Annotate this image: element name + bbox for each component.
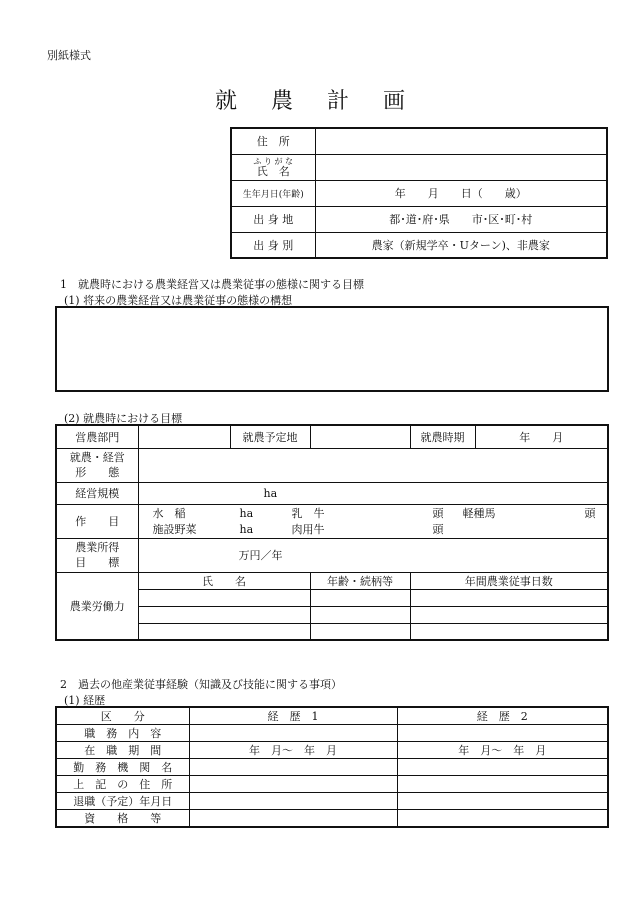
labor-age-field[interactable] — [310, 623, 410, 640]
career2-qualification-field[interactable] — [397, 810, 608, 828]
crop-field[interactable] — [138, 504, 608, 538]
crop-name: 施設野菜 — [152, 523, 197, 536]
period-label: 就農時期 — [410, 425, 475, 448]
labor-row — [56, 606, 608, 623]
address-field[interactable] — [315, 128, 607, 154]
career1-period-field[interactable]: 年 月～ 年 月 — [189, 742, 397, 759]
section2-sub1: (1) 経歴 — [64, 694, 106, 707]
birth-field[interactable]: 年 月 日（ 歳） — [315, 180, 607, 206]
dept-field[interactable] — [138, 425, 230, 448]
career2-employer-field[interactable] — [397, 759, 608, 776]
crop-unit — [533, 521, 599, 537]
labor-header-days: 年間農業従事日数 — [410, 572, 608, 589]
section1-heading: 1 就農時における農業経営又は農業従事の態様に関する目標 — [60, 278, 364, 291]
location-field[interactable] — [310, 425, 410, 448]
labor-name-field[interactable] — [138, 606, 310, 623]
address-label: 住 所 — [231, 128, 315, 154]
crop-unit: 頭 — [432, 507, 444, 520]
origin-label: 出 身 地 — [231, 206, 315, 232]
section1-sub1: (1) 将来の農業経営又は農業従事の態様の構想 — [64, 294, 293, 307]
page-title: 就農計画 — [215, 89, 440, 114]
crop-label: 作 目 — [56, 504, 138, 538]
scale-field[interactable]: ha — [138, 482, 608, 504]
career1-address-field[interactable] — [189, 776, 397, 793]
labor-days-field[interactable] — [410, 623, 608, 640]
section2-heading: 2 過去の他産業従事経験（知識及び技能に関する事項） — [60, 678, 342, 691]
name-field[interactable] — [315, 154, 607, 180]
labor-days-field[interactable] — [410, 589, 608, 606]
style-field[interactable] — [138, 448, 608, 482]
career-row-label: 勤 務 機 関 名 — [56, 759, 189, 776]
labor-name-field[interactable] — [138, 623, 310, 640]
goals-table — [55, 424, 609, 641]
crop-unit: 頭 — [432, 523, 444, 536]
origin-type-field[interactable]: 農家（新規学卒・Uターン)、非農家 — [315, 232, 607, 258]
income-label-line2: 目 標 — [75, 556, 120, 569]
labor-header-name: 氏 名 — [138, 572, 310, 589]
name-label: 氏 名 — [256, 165, 290, 178]
birth-label: 生年月日(年齢) — [231, 180, 315, 206]
career-header-2: 経 歴 2 — [397, 707, 608, 725]
crop-name: 乳 牛 — [291, 507, 325, 520]
crop-grid — [139, 505, 599, 537]
labor-row — [56, 589, 608, 606]
income-label-line1: 農業所得 — [75, 541, 120, 554]
career-table — [55, 706, 609, 828]
crop-name: 軽種馬 — [462, 507, 496, 520]
career1-retire-field[interactable] — [189, 793, 397, 810]
income-field[interactable]: 万円／年 — [138, 538, 608, 572]
period-field[interactable]: 年 月 — [475, 425, 608, 448]
crop-name: 肉用牛 — [291, 523, 325, 536]
career-row-label: 職 務 内 容 — [56, 725, 189, 742]
labor-days-field[interactable] — [410, 606, 608, 623]
dept-label: 営農部門 — [56, 425, 138, 448]
origin-type-label: 出 身 別 — [231, 232, 315, 258]
career2-period-field[interactable]: 年 月～ 年 月 — [397, 742, 608, 759]
crop-row — [139, 521, 599, 537]
location-label: 就農予定地 — [230, 425, 310, 448]
career-row-label: 在 職 期 間 — [56, 742, 189, 759]
scale-label: 経営規模 — [56, 482, 138, 504]
style-label-line2: 形 態 — [75, 466, 120, 479]
career2-duties-field[interactable] — [397, 725, 608, 742]
career-row-label: 退職（予定）年月日 — [56, 793, 189, 810]
labor-age-field[interactable] — [310, 589, 410, 606]
section1-sub2: (2) 就農時における目標 — [64, 412, 183, 425]
labor-label: 農業労働力 — [56, 572, 138, 640]
career2-address-field[interactable] — [397, 776, 608, 793]
career-row-label: 資 格 等 — [56, 810, 189, 828]
crop-name: 水 稲 — [152, 507, 186, 520]
vision-textbox[interactable] — [55, 306, 609, 392]
labor-age-field[interactable] — [310, 606, 410, 623]
labor-header-age: 年齢・続柄等 — [310, 572, 410, 589]
crop-unit: ha — [239, 522, 254, 536]
furigana-label: ふ り が な — [253, 157, 294, 166]
style-label — [56, 448, 138, 482]
income-label — [56, 538, 138, 572]
career1-duties-field[interactable] — [189, 725, 397, 742]
career-row-label: 上 記 の 住 所 — [56, 776, 189, 793]
career-header-category: 区 分 — [56, 707, 189, 725]
crop-unit: ha — [239, 506, 254, 520]
career1-qualification-field[interactable] — [189, 810, 397, 828]
origin-field[interactable]: 都･道･府･県 市･区･町･村 — [315, 206, 607, 232]
personal-info-table — [230, 127, 608, 259]
career-header-1: 経 歴 1 — [189, 707, 397, 725]
crop-name — [447, 521, 533, 537]
career2-retire-field[interactable] — [397, 793, 608, 810]
labor-row — [56, 623, 608, 640]
style-label-line1: 就農・経営 — [69, 451, 125, 464]
labor-name-field[interactable] — [138, 589, 310, 606]
name-label-cell — [231, 154, 315, 180]
crop-row — [139, 505, 599, 521]
career1-employer-field[interactable] — [189, 759, 397, 776]
crop-unit: 頭 — [584, 507, 596, 520]
form-label: 別紙様式 — [47, 49, 91, 62]
